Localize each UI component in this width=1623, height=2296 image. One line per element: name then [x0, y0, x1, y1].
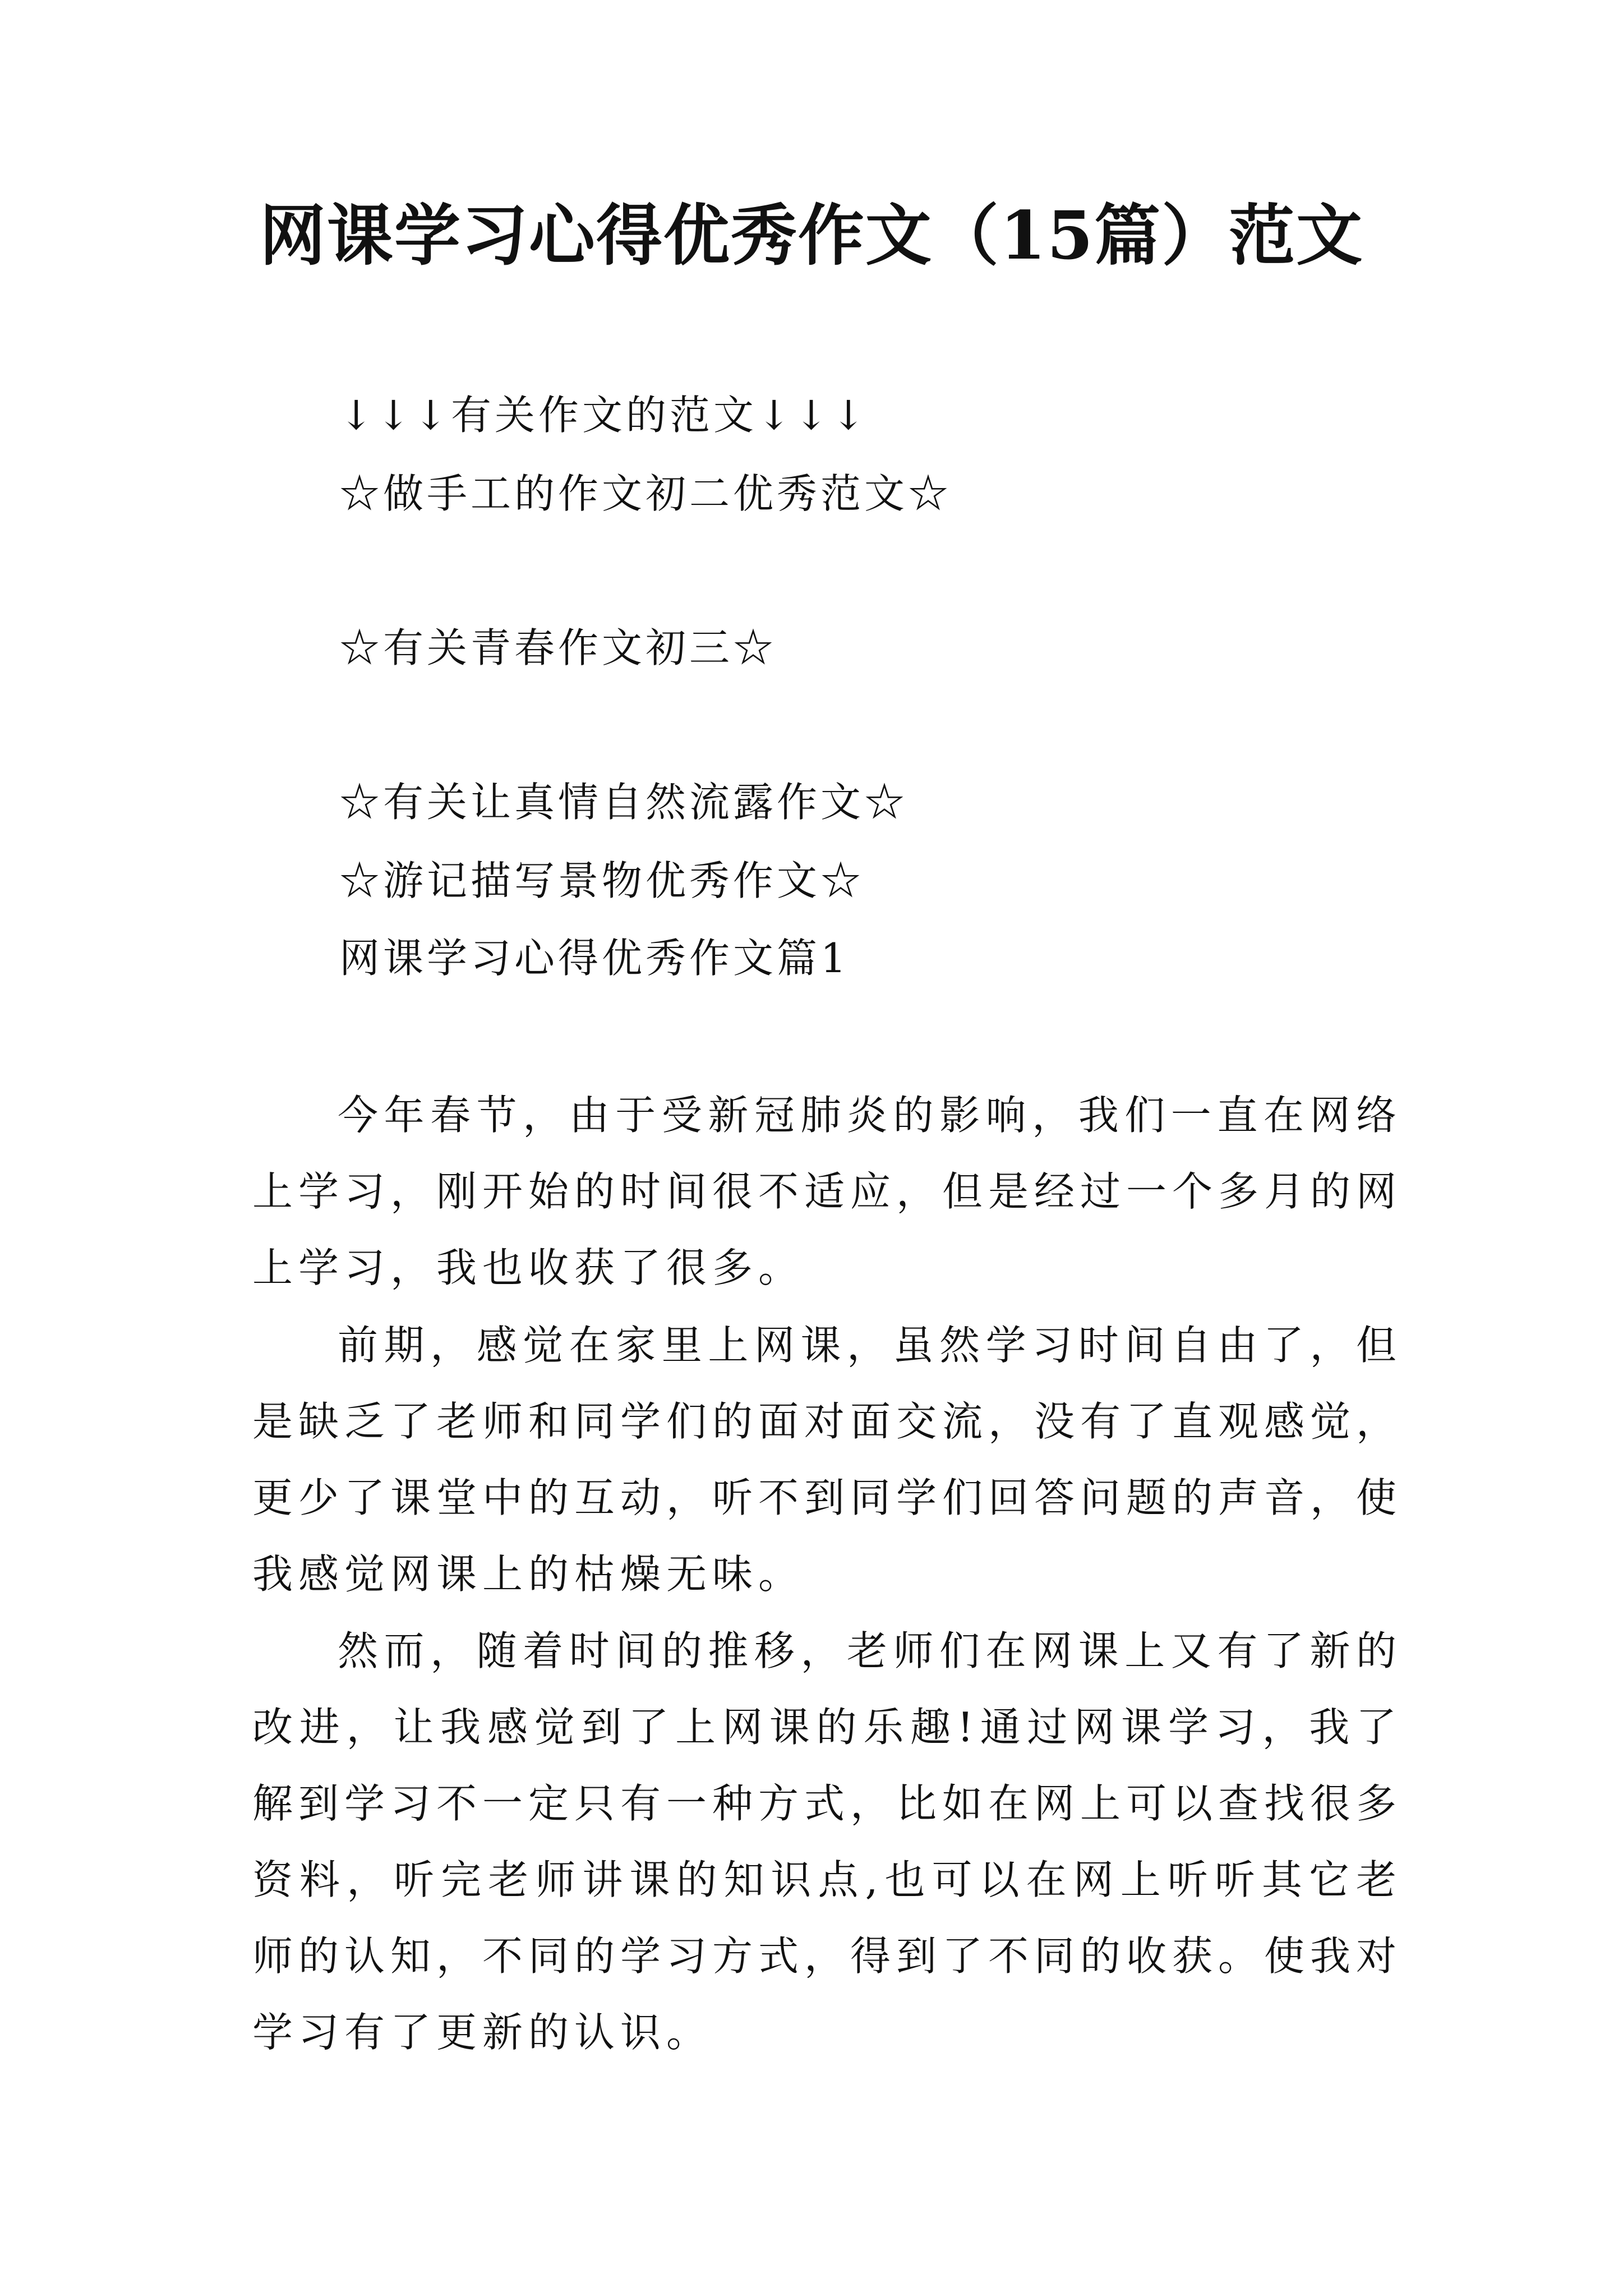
related-article-link[interactable]: ☆做手工的作文初二优秀范文☆ [339, 470, 952, 517]
related-article-link[interactable]: ☆有关让真情自然流露作文☆ [339, 779, 909, 826]
paragraph: 今年春节，由于受新冠肺炎的影响，我们一直在网络上学习，刚开始的时间很不适应，但是经过一个多月的网上学习，我也收获了很多。 [252, 1092, 1403, 1291]
section-heading: 网课学习心得优秀作文篇1 [339, 935, 850, 982]
paragraph: 然而，随着时间的推移，老师们在网课上又有了新的改进，让我感觉到了上网课的乐趣!通过网课学习，我了解到学习不一定只有一种方式，比如在网上可以查找很多资料，听完老师讲课的知识点,也可以在网上听听其它老师的认知，不同的学习方式，得到了不同的收获。使我对学习有了更新的认识。 [252, 1627, 1403, 2056]
paragraph: 前期，感觉在家里上网课，虽然学习时间自由了，但是缺乏了老师和同学们的面对面交流，没有了直观感觉，更少了课堂中的互动，听不到同学们回答问题的声音，使我感觉网课上的枯燥无味。 [252, 1322, 1403, 1598]
related-articles-header: ↓↓↓有关作文的范文↓↓↓ [339, 392, 869, 439]
related-article-link[interactable]: ☆游记描写景物优秀作文☆ [339, 857, 865, 904]
document-title: 网课学习心得优秀作文（15篇）范文 [259, 196, 1364, 274]
related-article-link[interactable]: ☆有关青春作文初三☆ [339, 624, 777, 671]
